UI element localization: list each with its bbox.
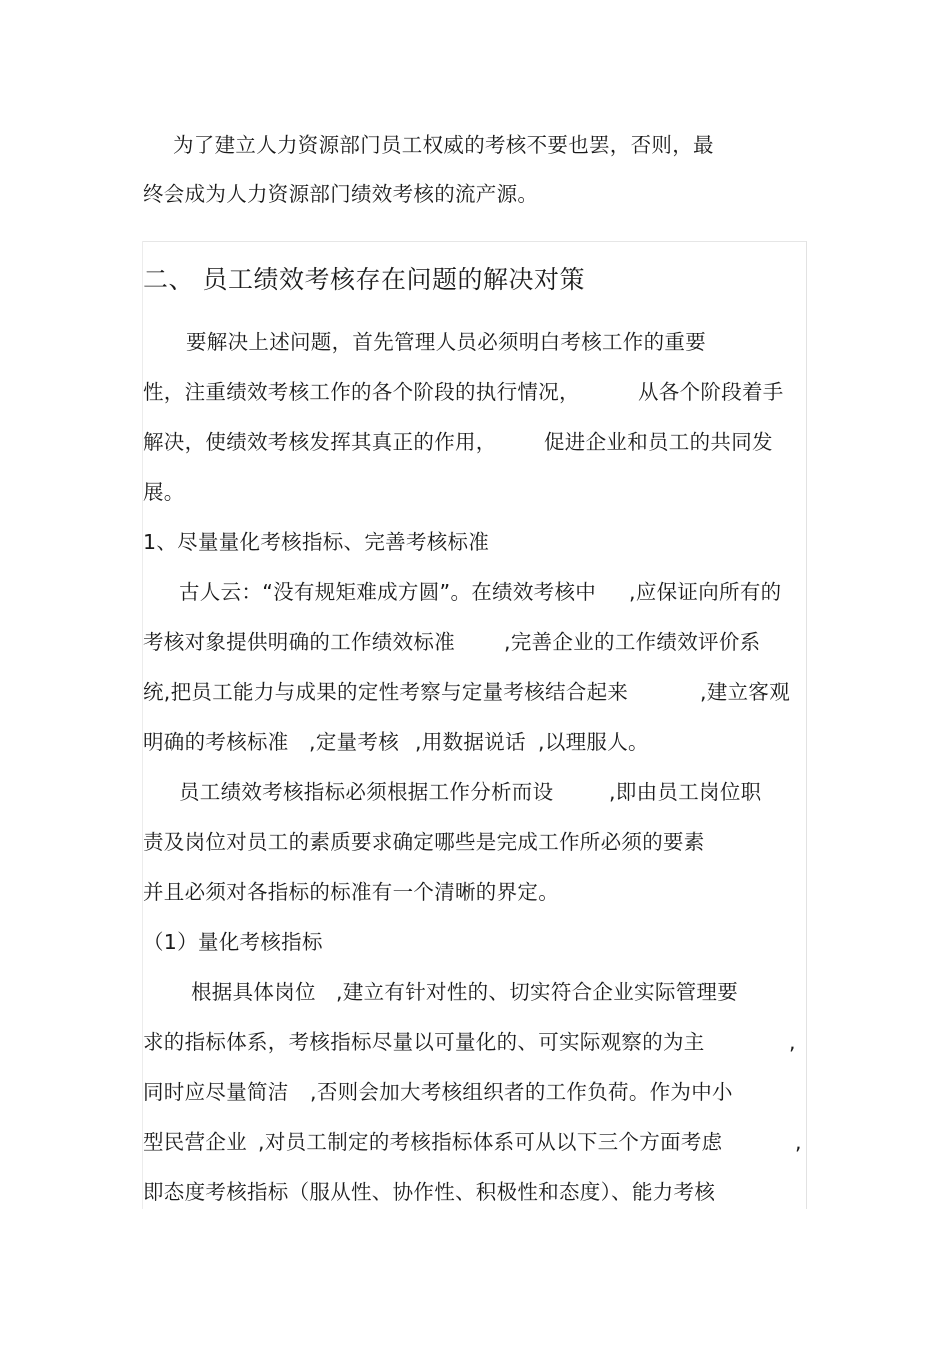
para1-line-4: 展。 [143, 480, 185, 504]
para4-line-3a: 同时应尽量简洁 [143, 1080, 289, 1104]
para1-line-3b: 促进企业和员工的共同发 [544, 430, 773, 454]
para4-line-2b: , [789, 1030, 796, 1054]
para3-line-3: 并且必须对各指标的标准有一个清晰的界定。 [143, 880, 559, 904]
para4-line-3b: ,否则会加大考核组织者的工作负荷。作为中小 [310, 1080, 733, 1104]
para2-line-4c: ,用数据说话 [415, 730, 526, 754]
section-heading: 二、 员工绩效考核存在问题的解决对策 [143, 265, 585, 294]
para2-line-2b: ,完善企业的工作绩效评价系 [504, 630, 761, 654]
para4-line-5: 即态度考核指标（服从性、协作性、积极性和态度）、能力考核 [143, 1180, 716, 1204]
content-frame-right-border [806, 241, 807, 1209]
para1-line-2a: 性，注重绩效考核工作的各个阶段的执行情况， [143, 380, 580, 404]
para4-line-1a: 根据具体岗位 [191, 980, 316, 1004]
para4-line-4a: 型民营企业 [143, 1130, 247, 1154]
intro-line-2: 终会成为人力资源部门绩效考核的流产源。 [143, 182, 539, 206]
content-frame-top-border [142, 241, 806, 242]
para4-line-4b: ,对员工制定的考核指标体系可从以下三个方面考虑 [258, 1130, 723, 1154]
para2-line-4b: ,定量考核 [309, 730, 400, 754]
para2-line-4d: ,以理服人。 [538, 730, 649, 754]
para3-line-1b: ,即由员工岗位职 [609, 780, 762, 804]
para3-line-1a: 员工绩效考核指标必须根据工作分析而设 [179, 780, 554, 804]
para3-line-2: 责及岗位对员工的素质要求确定哪些是完成工作所必须的要素 [143, 830, 705, 854]
para1-line-2b: 从各个阶段着手 [638, 380, 784, 404]
subsection-2-heading: （1）量化考核指标 [143, 930, 323, 954]
subsection-1-heading: 1、尽量量化考核指标、完善考核标准 [143, 530, 490, 554]
para2-line-3b: ,建立客观 [700, 680, 791, 704]
para4-line-2a: 求的指标体系，考核指标尽量以可量化的、可实际观察的为主 [143, 1030, 705, 1054]
para2-line-1b: ,应保证向所有的 [629, 580, 782, 604]
para2-line-4a: 明确的考核标准 [143, 730, 289, 754]
para4-line-4c: , [795, 1130, 802, 1154]
intro-line-1: 为了建立人力资源部门员工权威的考核不要也罢，否则，最 [173, 133, 714, 157]
para2-line-1a: 古人云：“没有规矩难成方圆”。在绩效考核中 [179, 580, 597, 604]
para2-line-3a: 统,把员工能力与成果的定性考察与定量考核结合起来 [143, 680, 629, 704]
para4-line-1b: ,建立有针对性的、切实符合企业实际管理要 [336, 980, 739, 1004]
para2-line-2a: 考核对象提供明确的工作绩效标准 [143, 630, 455, 654]
para1-line-1: 要解决上述问题，首先管理人员必须明白考核工作的重要 [186, 330, 706, 354]
para1-line-3a: 解决，使绩效考核发挥其真正的作用， [143, 430, 497, 454]
